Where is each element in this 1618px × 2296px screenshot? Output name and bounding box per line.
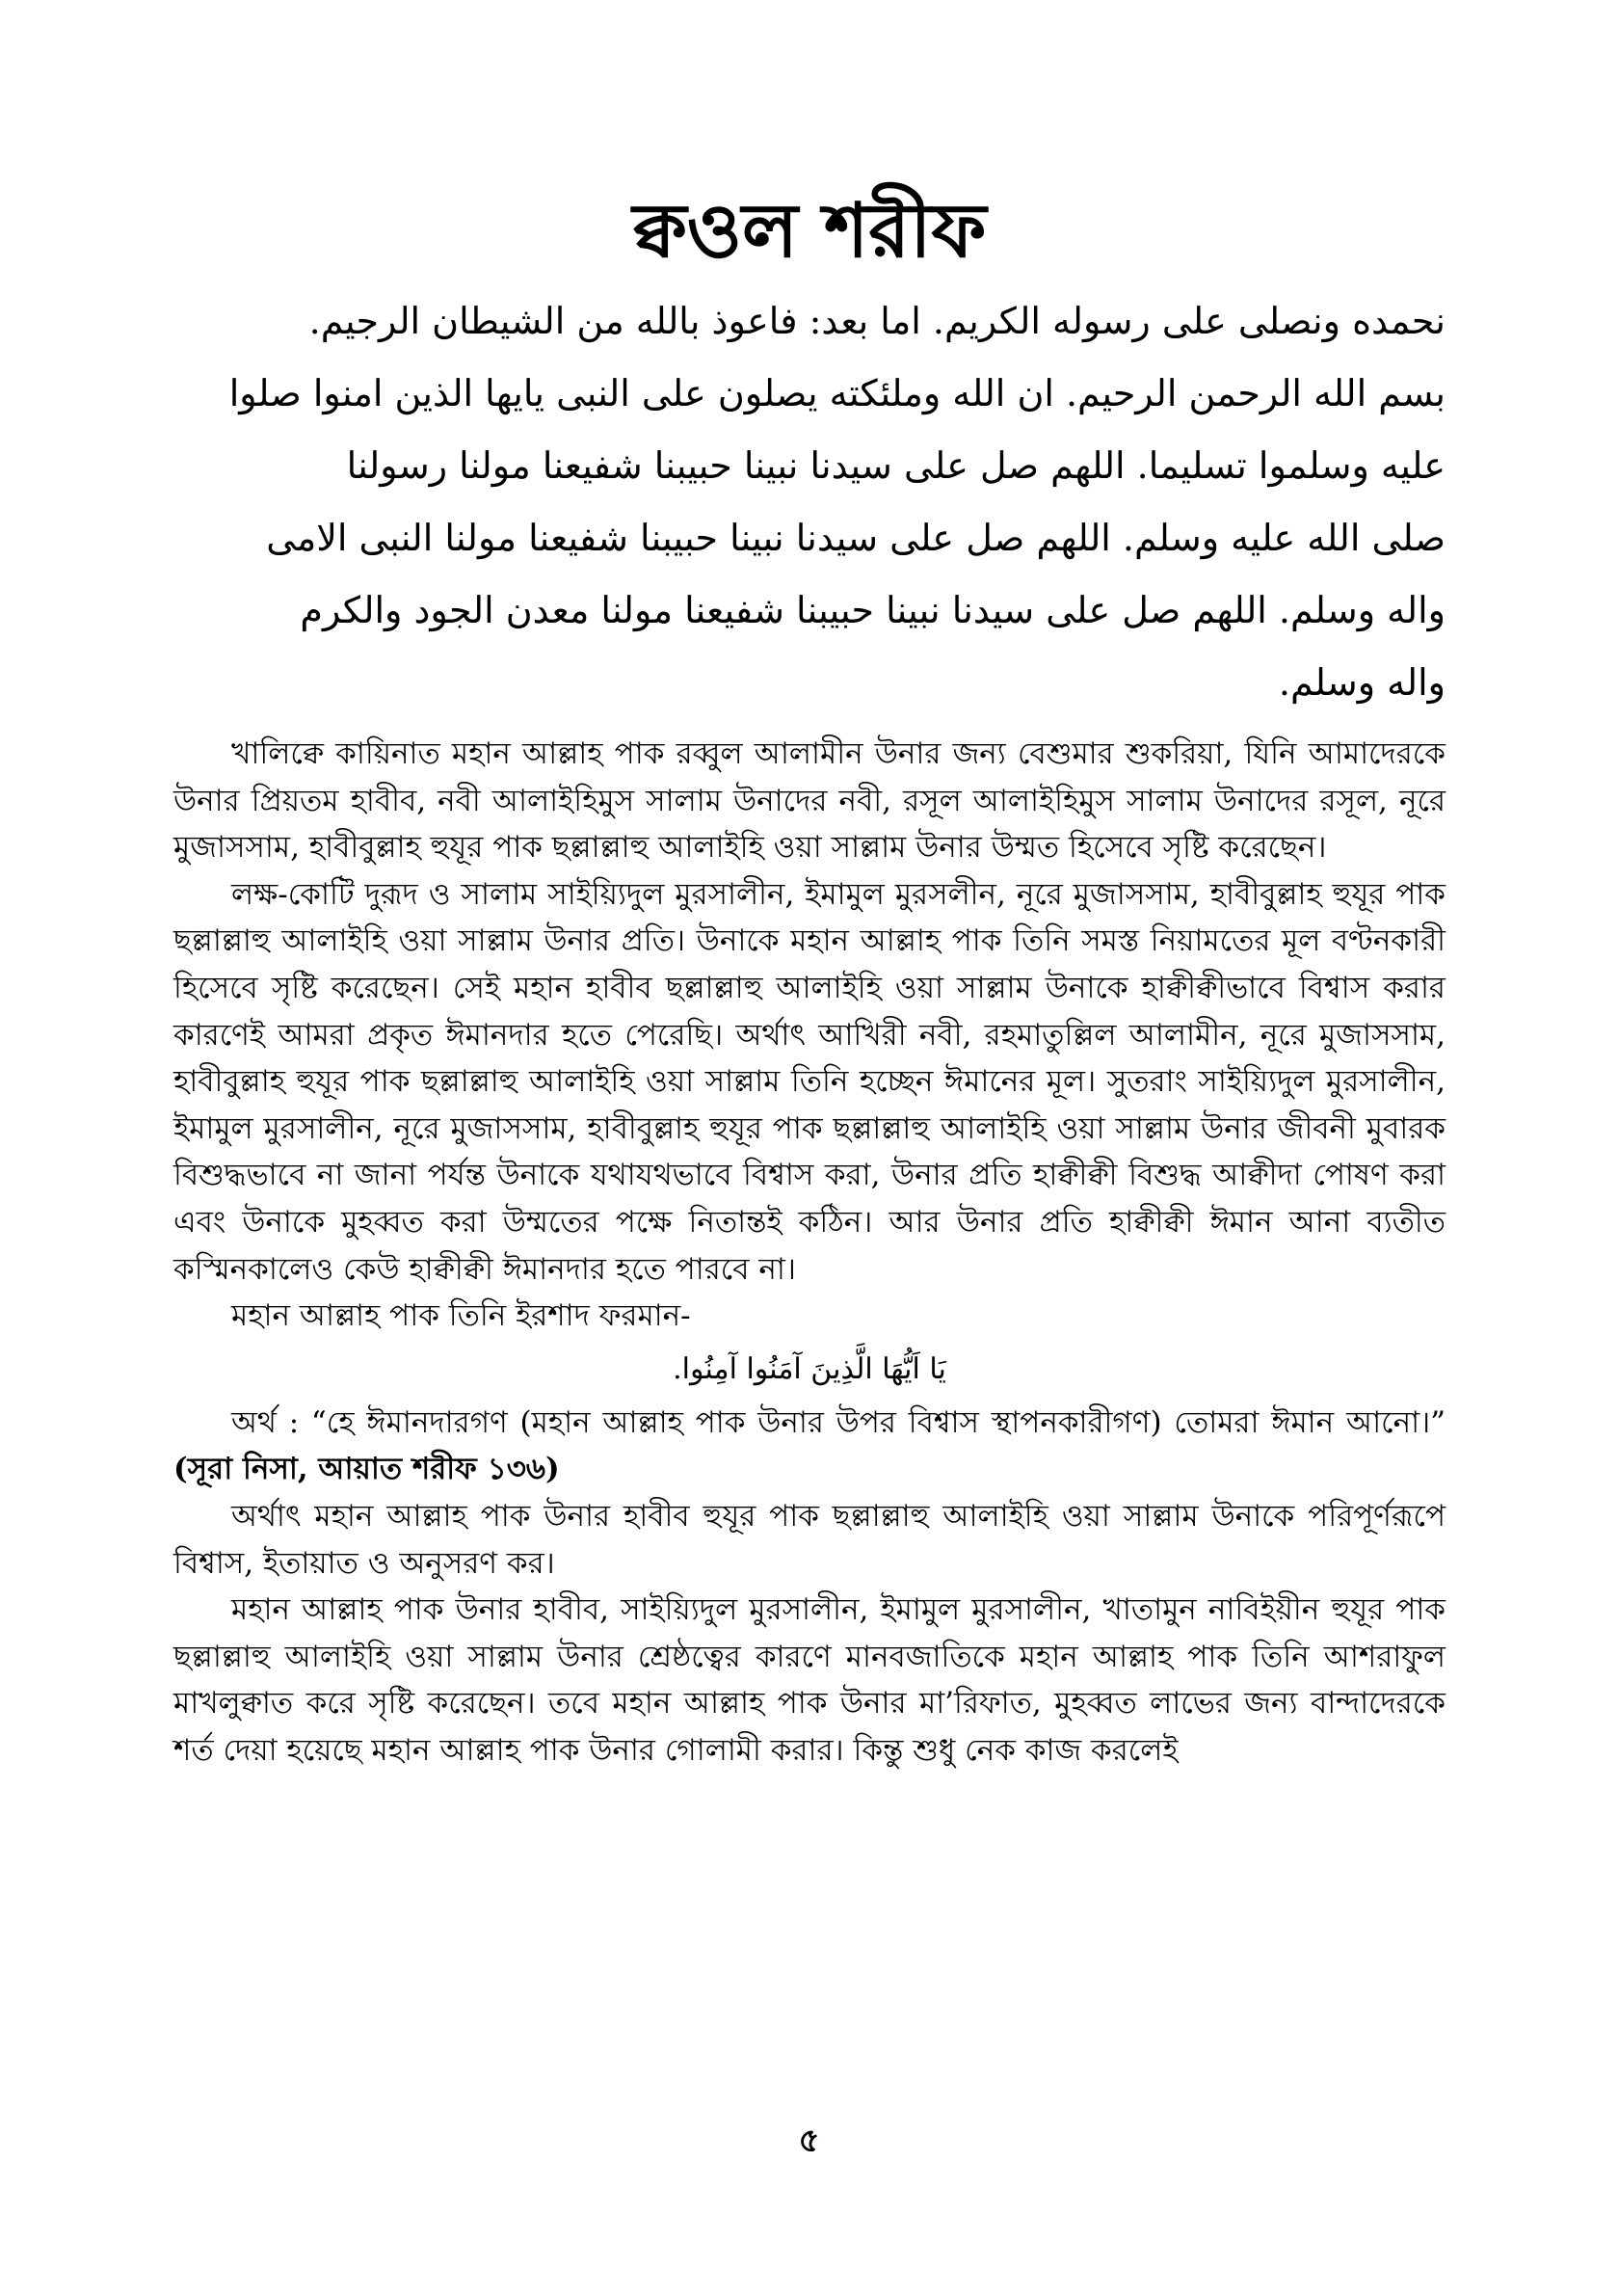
arabic-line: بسم الله الرحمن الرحيم. ان الله وملئكته يصلون على النبى يايها الذين امنوا صلوا — [228, 372, 1446, 414]
arabic-line: نحمده ونصلى على رسوله الكريم. اما بعد: فاعوذ بالله من الشيطان الرجيم. — [308, 300, 1446, 342]
paragraph-gratitude: খালিক্বে কায়িনাত মহান আল্লাহ পাক রব্বুল আলামীন উনার জন্য বেশুমার শুকরিয়া, যিনি আমাদেরকে উনার প্রিয়তম হাবীব, নবী আলাইহিমুস সালাম উনাদের নবী, রসূল আলাইহিমুস সালাম উনাদের রসূল, নূরে মুজাসসাম, হাবীবুল্লাহ হুযূর পাক ছল্লাল্লাহু আলাইহি ওয়া সাল্লাম উনার উম্মত হিসেবে সৃষ্টি করেছেন। — [173, 736, 1446, 866]
verse-reference: (সূরা নিসা, আয়াত শরীফ ১৩৬) — [173, 1452, 560, 1487]
document-page — [173, 183, 1446, 1774]
arabic-line: عليه وسلموا تسليما. اللهم صل على سيدنا نبينا حبيبنا شفيعنا مولنا رسولنا — [346, 444, 1446, 487]
quranic-verse: يَا اَيُّهَا الَّذِينَ آمَنُوا آمِنُوا. — [673, 1351, 946, 1386]
arabic-line: صلى الله عليه وسلم. اللهم صل على سيدنا نبينا حبيبنا شفيعنا مولنا النبى الامى — [266, 517, 1446, 559]
page-number: ৫ — [798, 2122, 820, 2160]
paragraph-excellence: মহান আল্লাহ পাক উনার হাবীব, সাইয়্যিদুল মুরসালীন, ইমামুল মুরসালীন, খাতামুন নাবিইয়ীন হুযূর পাক ছল্লাল্লাহু আলাইহি ওয়া সাল্লাম উনার শ্রেষ্ঠত্বের কারণে মানবজাতিকে মহান আল্লাহ পাক তিনি আশরাফুল মাখলুক্বাত করে সৃষ্টি করেছেন। তবে মহান আল্লাহ পাক উনার মা’রিফাত, মুহব্বত লাভের জন্য বান্দাদেরকে শর্ত দেয়া হয়েছে মহান আল্লাহ পাক উনার গোলামী করার। কিন্তু শুধু নেক কাজ করলেই — [173, 1592, 1446, 1768]
paragraph-command-intro: মহান আল্লাহ পাক তিনি ইরশাদ ফরমান- — [231, 1298, 691, 1334]
page-title: ক্বওল শরীফ — [632, 188, 987, 275]
paragraph-explanation: অর্থাৎ মহান আল্লাহ পাক উনার হাবীব হুযূর পাক ছল্লাল্লাহু আলাইহি ওয়া সাল্লাম উনাকে পরিপূর্ণরূপে বিশ্বাস, ইতায়াত ও অনুসরণ কর। — [173, 1498, 1446, 1581]
arabic-line: واله وسلم. — [1278, 661, 1446, 704]
paragraph-salutation: লক্ষ-কোটি দুরূদ ও সালাম সাইয়্যিদুল মুরসালীন, ইমামুল মুরসলীন, নূরে মুজাসসাম, হাবীবুল্লাহ হুযূর পাক ছল্লাল্লাহু আলাইহি ওয়া সাল্লাম উনার প্রতি। উনাকে মহান আল্লাহ পাক তিনি সমস্ত নিয়ামতের মূল বণ্টনকারী হিসেবে সৃষ্টি করেছেন। সেই মহান হাবীব ছল্লাল্লাহু আলাইহি ওয়া সাল্লাম উনাকে হাক্বীক্বীভাবে বিশ্বাস করার কারণেই আমরা প্রকৃত ঈমানদার হতে পেরেছি। অর্থাৎ আখিরী নবী, রহমাতুল্লিল আলামীন, নূরে মুজাসসাম, হাবীবুল্লাহ হুযূর পাক ছল্লাল্লাহু আলাইহি ওয়া সাল্লাম তিনি হচ্ছেন ঈমানের মূল। সুতরাং সাইয়্যিদুল মুরসালীন, ইমামুল মুরসালীন, নূরে মুজাসসাম, হাবীবুল্লাহ হুযূর পাক ছল্লাল্লাহু আলাইহি ওয়া সাল্লাম উনার জীবনী মুবারক বিশুদ্ধভাবে না জানা পর্যন্ত উনাকে যথাযথভাবে বিশ্বাস করা, উনার প্রতি হাক্বীক্বী বিশুদ্ধ আক্বীদা পোষণ করা এবং উনাকে মুহব্বত করা উম্মতের পক্ষে নিতান্তই কঠিন। আর উনার প্রতি হাক্বীক্বী ঈমান আনা ব্যতীত কস্মিনকালেও কেউ হাক্বীক্বী ঈমানদার হতে পারবে না। — [173, 876, 1446, 1287]
translation-text: অর্থ : “হে ঈমানদারগণ (মহান আল্লাহ পাক উনার উপর বিশ্বাস স্থাপনকারীগণ) তোমরা ঈমান আনো।” — [231, 1404, 1446, 1440]
arabic-invocation — [173, 285, 1446, 719]
arabic-line: واله وسلم. اللهم صل على سيدنا نبينا حبيبنا شفيعنا مولنا معدن الجود والكرم — [300, 589, 1446, 631]
paragraph-translation — [173, 1400, 1446, 1493]
